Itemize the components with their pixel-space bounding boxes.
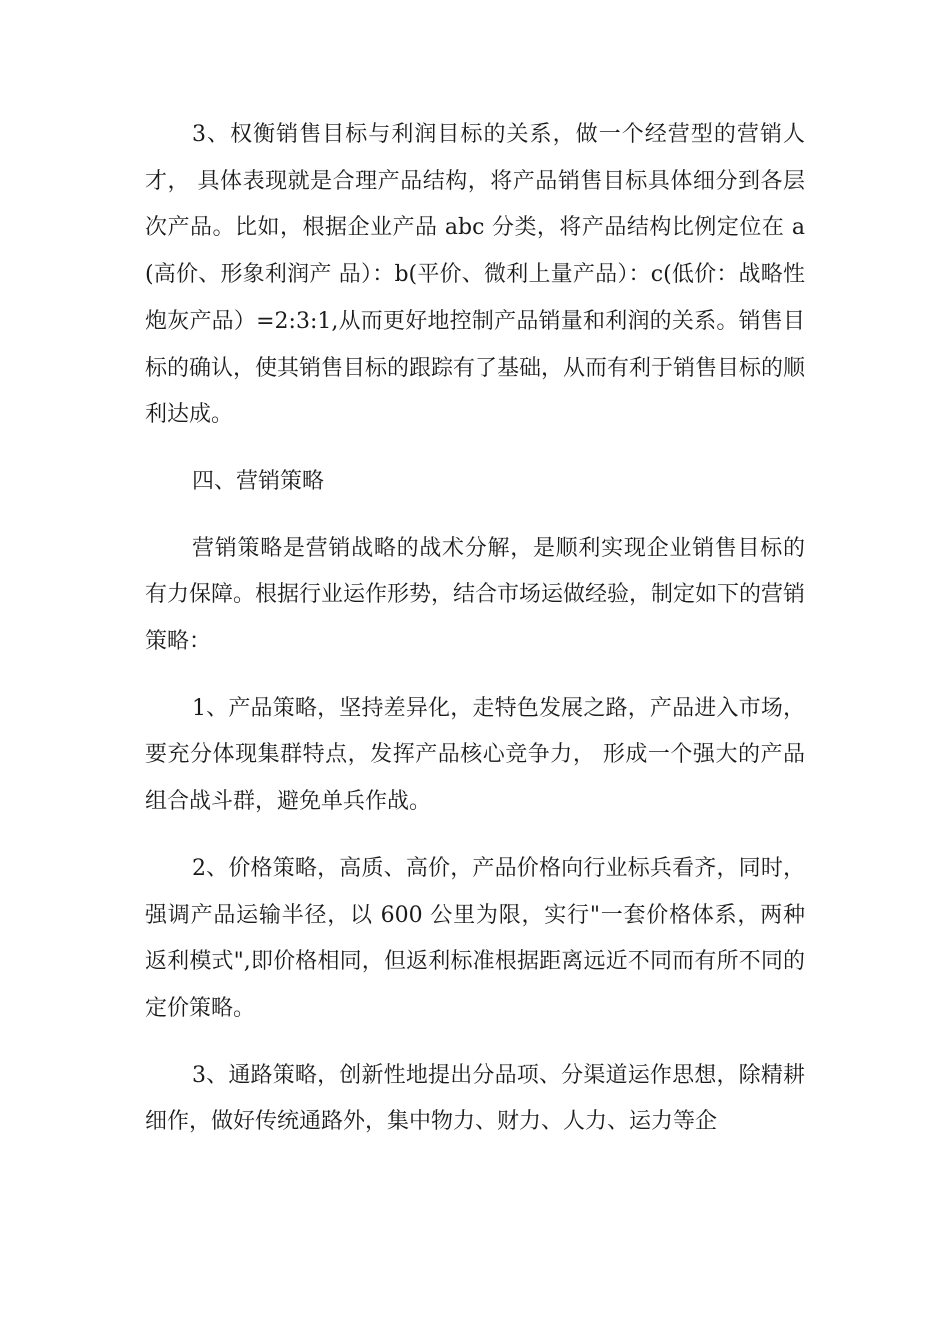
paragraph-product-strategy: 1、产品策略，坚持差异化，走特色发展之路，产品进入市场，要充分体现集群特点，发挥产品核心竞争力， 形成一个强大的产品组合战斗群，避免单兵作战。 <box>145 695 805 815</box>
paragraph-channel-strategy: 3、通路策略，创新性地提出分品项、分渠道运作思想，除精耕细作，做好传统通路外，集中物力、财力、人力、运力等企 <box>145 1062 805 1135</box>
document-body <box>145 112 805 1166</box>
section-heading-marketing-strategy: 四、营销策略 <box>192 468 325 494</box>
paragraph-price-strategy: 2、价格策略，高质、高价，产品价格向行业标兵看齐，同时，强调产品运输半径，以 600 公里为限，实行"一套价格体系，两种返利模式",即价格相同，但返利标准根据距离远近不同而有所不同的定价策略。 <box>145 855 805 1021</box>
paragraph-sales-profit-balance: 3、权衡销售目标与利润目标的关系，做一个经营型的营销人才， 具体表现就是合理产品结构，将产品销售目标具体细分到各层次产品。比如，根据企业产品 abc 分类，将产品结构比例定位在 a(高价、形象利润产 品）：b(平价、微利上量产品）：c(低价：战略性炮灰产品）=2:3:1,从而更好地控制产品销量和利润的关系。销售目标的确认，使其销售目标的跟踪有了基础，从而有利于销售目标的顺利达成。 <box>145 122 806 428</box>
paragraph-strategy-intro: 营销策略是营销战略的战术分解，是顺利实现企业销售目标的有力保障。根据行业运作形势，结合市场运做经验，制定如下的营销策略： <box>145 535 806 655</box>
